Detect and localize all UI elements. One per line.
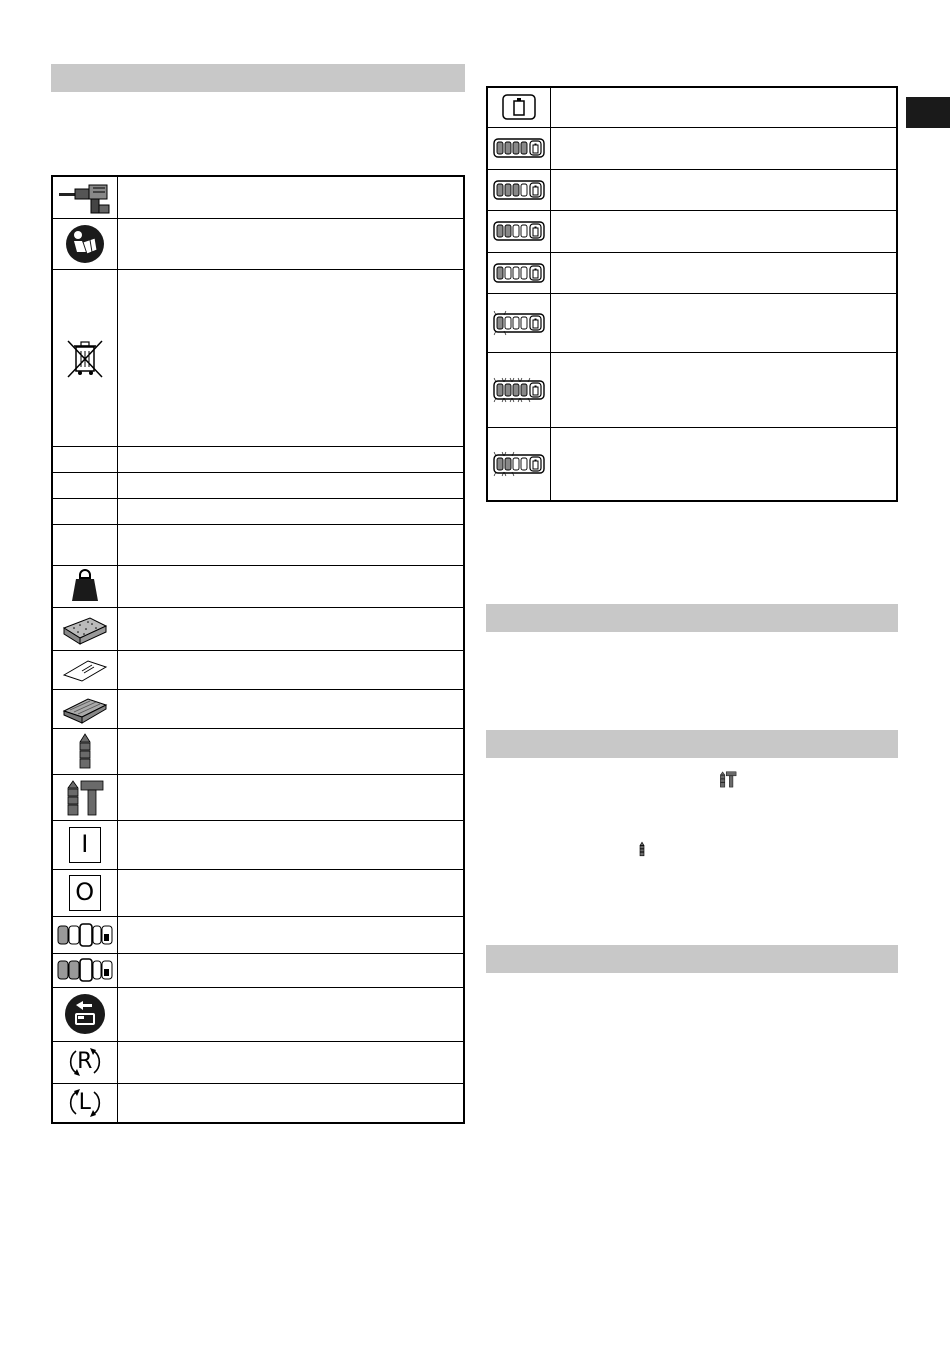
row-text (550, 169, 897, 210)
hammer-drill-icon (57, 179, 113, 215)
drill-bit-icon (638, 841, 646, 857)
battery-indicator-table (486, 86, 898, 502)
icon-cell (487, 427, 550, 501)
icon-cell (52, 689, 117, 728)
row-text (117, 774, 464, 820)
row-text (117, 650, 464, 689)
row-text (550, 87, 897, 127)
row-text (117, 472, 464, 498)
table-row (52, 269, 464, 446)
rotation-right-icon (68, 1045, 102, 1079)
battery-alternating-blinking-icon (488, 449, 550, 479)
icon-cell (52, 650, 117, 689)
table-row (52, 498, 464, 524)
table-row (487, 87, 897, 127)
table-row (52, 820, 464, 869)
hammer-drill-mode-icon (719, 770, 737, 788)
row-text (117, 565, 464, 607)
battery-level-4-icon (488, 133, 550, 163)
row-text (117, 987, 464, 1041)
table-row (52, 650, 464, 689)
icon-cell (52, 869, 117, 916)
table-row (487, 169, 897, 210)
table-row (52, 524, 464, 565)
row-text (117, 689, 464, 728)
row-text (117, 916, 464, 953)
left-section-header (51, 64, 465, 92)
icon-cell (52, 987, 117, 1041)
icon-cell (52, 607, 117, 650)
icon-cell (52, 176, 117, 218)
table-row (487, 127, 897, 169)
metal-sheet-icon (60, 655, 110, 685)
row-text (117, 820, 464, 869)
row-text (117, 1083, 464, 1123)
icon-cell (52, 953, 117, 987)
icon-cell (487, 127, 550, 169)
right-section-header-2 (486, 730, 898, 758)
row-text (117, 728, 464, 774)
icon-cell (52, 565, 117, 607)
icon-cell (487, 293, 550, 352)
table-row (52, 728, 464, 774)
right-section-header-1 (486, 604, 898, 632)
row-text (117, 607, 464, 650)
table-row (52, 953, 464, 987)
row-text (550, 252, 897, 293)
icon-cell (52, 774, 117, 820)
icon-cell (52, 218, 117, 269)
table-row (52, 565, 464, 607)
battery-all-blinking-icon (488, 375, 550, 405)
insert-battery-icon (64, 993, 106, 1035)
right-section-header-3 (486, 945, 898, 973)
table-row (52, 176, 464, 218)
icon-cell (487, 87, 550, 127)
table-row (487, 352, 897, 427)
row-text (117, 446, 464, 472)
row-text (117, 953, 464, 987)
rotation-right-label: R (77, 1049, 93, 1074)
icon-cell (52, 524, 117, 565)
row-text (117, 176, 464, 218)
table-row (487, 252, 897, 293)
row-text (117, 524, 464, 565)
row-text (550, 127, 897, 169)
switch-on-label: I (81, 829, 89, 858)
battery-level-1-blinking-icon (488, 308, 550, 338)
rotation-left-icon (68, 1086, 102, 1120)
table-row (52, 869, 464, 916)
read-manual-icon (65, 224, 105, 264)
row-text (550, 293, 897, 352)
battery-level-2-icon (488, 216, 550, 246)
language-tab (906, 97, 950, 128)
crossed-out-bin-icon (64, 337, 106, 379)
table-row (52, 472, 464, 498)
row-text (117, 218, 464, 269)
row-text (117, 1041, 464, 1083)
table-row (52, 774, 464, 820)
switch-off-label: O (75, 877, 95, 906)
icon-cell (52, 472, 117, 498)
icon-cell (52, 446, 117, 472)
row-text (550, 352, 897, 427)
table-row (52, 446, 464, 472)
table-row (487, 293, 897, 352)
drill-bit-icon (75, 732, 95, 770)
icon-cell (487, 252, 550, 293)
switch-on-icon (69, 827, 101, 863)
table-row (52, 689, 464, 728)
symbol-table (51, 175, 465, 1124)
slide-battery-icon (56, 923, 114, 947)
table-row (487, 210, 897, 252)
icon-cell (52, 1083, 117, 1123)
table-row (52, 607, 464, 650)
battery-level-1-icon (488, 258, 550, 288)
switch-off-icon (69, 875, 101, 911)
table-row (52, 218, 464, 269)
row-text (117, 269, 464, 446)
rotation-left-label: L (78, 1089, 91, 1115)
icon-cell (487, 352, 550, 427)
icon-cell (52, 916, 117, 953)
table-row (52, 1083, 464, 1123)
battery-remove-icon (56, 958, 114, 982)
table-row (52, 1041, 464, 1083)
wood-icon (60, 693, 110, 725)
concrete-icon (60, 612, 110, 646)
icon-cell (52, 498, 117, 524)
icon-cell (487, 169, 550, 210)
icon-cell (487, 210, 550, 252)
battery-level-3-icon (488, 175, 550, 205)
icon-cell (52, 1041, 117, 1083)
icon-cell (52, 269, 117, 446)
row-text (550, 210, 897, 252)
row-text (550, 427, 897, 501)
row-text (117, 498, 464, 524)
table-row (52, 987, 464, 1041)
battery-check-button-icon (501, 93, 537, 121)
table-row (487, 427, 897, 501)
weight-icon (70, 569, 100, 603)
icon-cell (52, 728, 117, 774)
table-row (52, 916, 464, 953)
row-text (117, 869, 464, 916)
hammer-drill-mode-icon (65, 777, 105, 817)
icon-cell (52, 820, 117, 869)
